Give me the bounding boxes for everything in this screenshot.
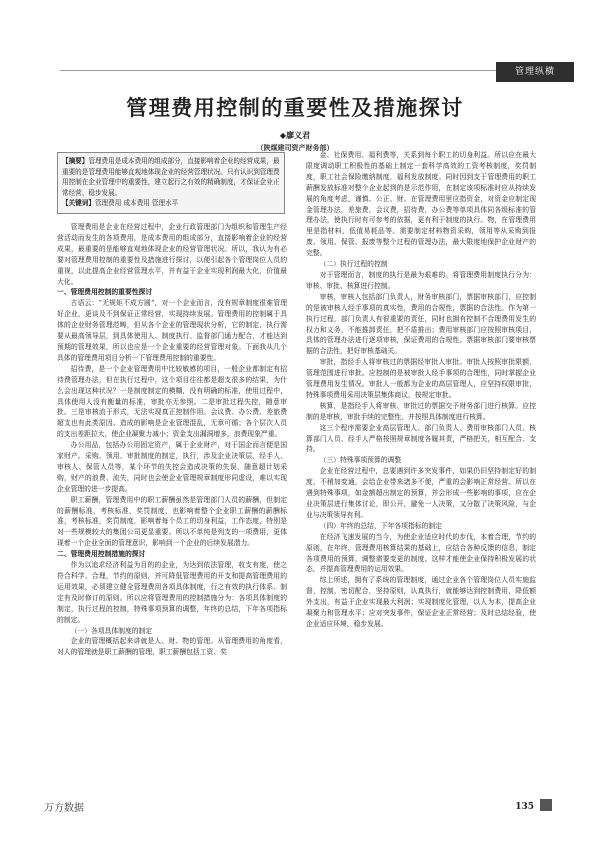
section-heading: 二、管理费用控制措施的探讨: [57, 550, 146, 559]
abstract-box: [57, 152, 285, 214]
paragraph: 职工薪酬，管理费用中的职工薪酬虽然是管理部门人员的薪酬，但制定的薪酬标准，考核标准，奖罚制度，也影响着整个企业职工薪酬的薪酬标准，考核标准，奖罚制度，影响着每个员工的切身利益，工作态度，特别是对一些规模较大的集团公司更显重要。所以不单纯是列支的一项费用，更体现着一个企业全面的管理意识，影响到一个企业的后续发展潜力。: [57, 495, 287, 548]
paragraph: 作为以追求经济利益为目的的企业，为达到依法管理，收支有度，使之符合科学、合理，节约的原则，并可降低管理费用的开支和提高管理费用的运用效果，必须建立健全管理费用各项具体制度，行之有效的执行体系、制定有及时修订的原则。所以应将管理费用的控制措施分为：各项具体制度的制定，执行过程的控制，特殊事项预算的调整，年终的总结，下年各项指标的制定。: [57, 561, 287, 624]
paragraph: 核算，是指经手人将审核、审批过的票据交予财务部门进行核算。应控制的是审核，审批手续的完整性，并按照具体制度进行核算。: [306, 401, 536, 421]
article-affiliation: （陕煤建司资产财务部）: [256, 143, 334, 152]
paragraph: 招待费，是一个企业管理费用中比较敏感的项目，一般企业都制定有招待费管理办法，但在执行过程中，这个项目往往都是超支很多的结果，为什么会出现这种状况？一是制度制定的模糊，没有明确的标准，使用过程中，具体使用人没有衡量的标准，审批亦无参照。二是审批过程失控，随意审批。三是审核流于形式，无法实现真正控制作用。会议费、办公费、差旅费超支也有此类原因。造成的影响是企业管理混乱，无章可循；各个层次人员的支出差距拉大，使企业凝聚力减小；资金支出漏洞增多，浪费现象严重。: [57, 364, 287, 439]
article-author: ◆廖义君: [279, 130, 311, 140]
section-label: 管理纵横: [496, 62, 574, 82]
left-column: [57, 222, 287, 658]
paragraph: 审核，审核人包括部门负责人，财务审核部门，票据审核部门，应控制的是被审核人经手事项的真实性，费用的合规性，票据的合法性。作为第一执行过程，部门负责人有很重要的责任，同时也拥有控制不合理费用发生的权力和义务，不能推卸责任，把不盾推出；费用审核部门应按照审核项目，具体的管理办法进行逐项审核，保证费用的合规性。票据审核部门要审核票据的合法性，把好审核基础关。: [306, 292, 536, 356]
paragraph: 综上所述，拥有了系统的管理制度，通过企业各个管理岗位人员实施监督，控制，密切配合，坚持原则，认真执行，就能够达到控制费用，降低额外支出，有益于企业实现最大利润；实现制度化管理，以人为本，提高企业凝聚力和管理水平；应对突发事件，保证企业正常经营；及时总结经验，使企业适应环境，稳步发展。: [306, 576, 536, 628]
source-watermark: 万方数据: [44, 803, 84, 814]
header-rule: [60, 70, 496, 71]
paragraph: 管理费用是企业在经营过程中，企业行政管理部门为组织和管理生产经营活动而发生的各项费用，是成本费用的组成部分，直接影响着企业的经营成果，最重要的是能够直观地体现企业的经营管理状况。所以，我认为有必要对管理费用控制的重要性及措施进行探讨，以便引起各个管理岗位人员的重视，以此提高企业经营管理水平，并有益于企业实现利润最大化，价值最大化。: [57, 223, 287, 286]
paragraph: （二）执行过程的控制: [319, 260, 388, 269]
section-heading: 一、管理费用控制的重要性探讨: [57, 288, 153, 297]
paragraph: 企业的管理概括起来讲就是人、财、物的管理。从管理费用的角度看，对人的管理就是职工薪酬的管理，职工薪酬包括工资、奖: [57, 637, 287, 657]
keywords-text: 管理费用 成本费用 管理水平: [94, 199, 179, 208]
article-title: 管理费用控制的重要性及措施探讨: [126, 95, 464, 120]
abstract-label: 【摘要】: [62, 157, 89, 165]
paragraph: 金、社保费用、福利费等，关系到每个职工的切身利益。所以应在最大限度调动职工积极性的基础上制定一套科学高效的工资考核制度，奖罚制度，职工社会保险缴纳制度，福利发放制度。同时因到支于管理费用的职工薪酬发放标准对整个企业起到的是示范作用，在制定该项标准时应从持续发展的角度考虑，谨慎、公正、财。在管理费用里应指资金，对资金应制定现金管理办法，差旅费，会议费，招待费，办公费等单项具体同各级标准的管理办法，使执行时有可参考的依据，更有利于制度的执行。物，在管理费用里是指材料，低值易耗品等。需要制定材料物资采购，领用等从采购到报废、领用、保管、报废等整个过程的管理办法，最大限度地保护企业财产的完整。: [306, 151, 536, 258]
right-column: [306, 150, 536, 630]
keywords-label: 【关键词】: [62, 199, 95, 208]
abstract-text: 管理费用是成本费用的组成部分，直接影响着企业的经营成果，最重要的是管理费用能够直观地体现企业的经营管理状况。只有认识到管理费用控制在企业管理中的重要性，建立起行之有效的精确制度，才保证企业正常经营、稳步发展。: [62, 157, 280, 197]
paragraph: （三）特殊事项预算的调整: [319, 456, 402, 465]
paragraph: （四）年终的总结，下年各项指标的制定: [319, 521, 442, 530]
paragraph: （一）各项具体制度的制定: [70, 626, 153, 635]
paragraph: 古语云：“无规矩不成方圆”，对一个企业而言，没有规章制度很难管理好企业，更谈及不到保证正常经营，实现持续发展。管理费用的控制属于具体的企业财务管理范畴，但从各个企业的管理现状分析，它的制定、执行需要从最高领导层，到具体使用人、制度执行、监督部门通力配合，才能达到预期的管理效果，所以也应是一个企业重要的经营管理对象。下面我从几个具体的管理费用项目分析一下管理费用控制的重要性。: [57, 299, 287, 362]
paragraph: 审批，指经手人将审核过的票据经审批人审批。审批人按照审批限额，管理范围进行审批。应控制的是被审批人经手事项的合理性，同时掌握企业管理费用发生情况。审批人一般都为企业的高层管理人，应坚持权限审批，特殊事项费用采用决策层集体商议，按规定审批。: [306, 358, 536, 399]
paragraph: 办公用品，包括办公用固定资产，属于企业财产，对于国企而言便是国家财产。采购、领用、审批制度的制定，执行，涉及企业决策层、经手人、审核人、保管人员等，某个环节的失控会造成决策的失误，随意超计划采购，财产的浪费、流失，同时也会使企业管理规章制度形同虚设，难以实现企业管理的进一步提高。: [57, 441, 287, 493]
page-number: 135: [515, 799, 552, 812]
paragraph: 对于管理而言，制度的执行是最为艰难的。将管理费用制度执行分为：审核、审批、核算进行控制。: [306, 270, 536, 290]
paragraph: 企业在经营过程中，总要遇到许多突发事件，如果仍旧坚持制定好的制度，不稍加变通，会给企业带来诸多不便，严重的会影响正常经营。所以在遇到特殊事项，如金额超出制定的预算，并会形成一些影响的事项，应在企业决策层进行集体讨论，即公开，避免一人决策，又分散了决策风险，与企业与决策领导有利。: [306, 467, 536, 519]
paragraph: 在经济飞速发展的当今，为使企业适应时代的步伐，本着合理，节约的原则，在年终，管理费用核算结果的基础上，应结合各种反馈的信息，制定各项费用的预算，调整需要变更的制度。这样才能使企业保持积极发展的状态，并提高管理费用的运用效果。: [306, 532, 536, 574]
paragraph: 这三个程序需要企业高层管理人、部门负责人、费用审核部门人员、核算部门人员、经手人严格按照规章制度各履其责，严格把关，相互配合、支持。: [306, 423, 536, 454]
